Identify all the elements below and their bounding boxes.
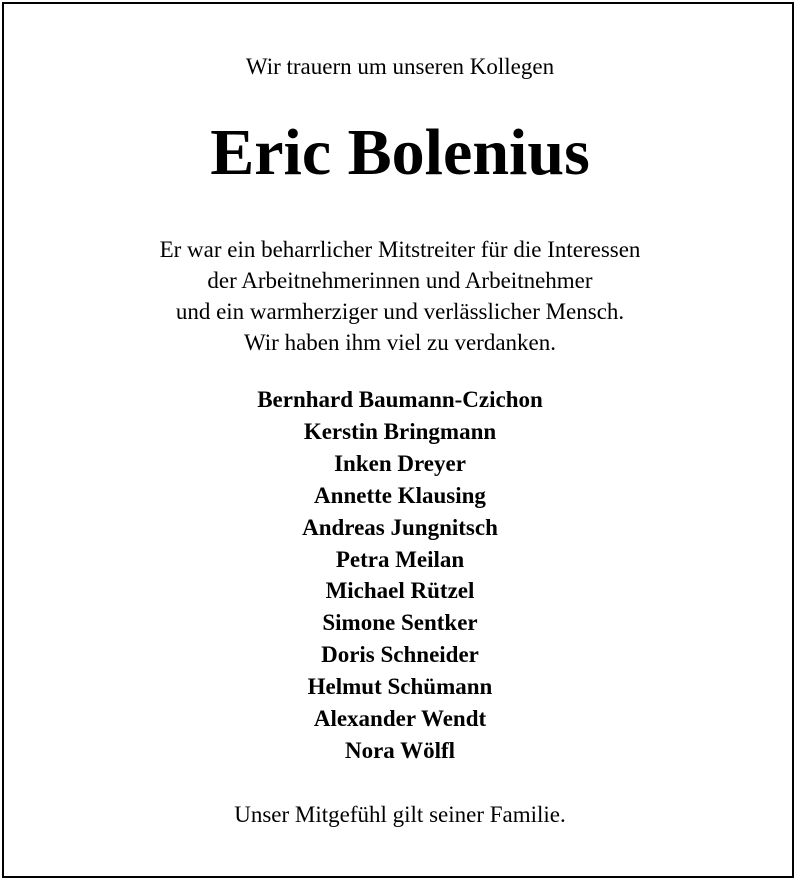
intro-line: Wir trauern um unseren Kollegen bbox=[245, 54, 555, 79]
tribute-line: und ein warmherziger und verlässlicher Mensch. bbox=[175, 299, 625, 324]
deceased-name: Eric Bolenius bbox=[210, 116, 590, 189]
signer-name: Andreas Jungnitsch bbox=[302, 514, 498, 540]
closing-line: Unser Mitgefühl gilt seiner Familie. bbox=[234, 802, 566, 827]
signer-name: Alexander Wendt bbox=[313, 706, 487, 732]
signer-name: Inken Dreyer bbox=[334, 450, 466, 476]
tribute-text bbox=[0, 234, 800, 358]
signer-name: Nora Wölfl bbox=[344, 737, 456, 763]
signer-name: Doris Schneider bbox=[321, 642, 479, 668]
signer-name: Annette Klausing bbox=[314, 482, 486, 508]
signers-list bbox=[0, 384, 800, 767]
signer-name: Helmut Schümann bbox=[307, 674, 493, 700]
signer-name: Michael Rützel bbox=[325, 578, 475, 604]
signer-name: Kerstin Bringmann bbox=[303, 418, 497, 444]
signer-name: Petra Meilan bbox=[335, 546, 465, 572]
tribute-line: Er war ein beharrlicher Mitstreiter für die Interessen bbox=[159, 237, 641, 262]
signer-name: Simone Sentker bbox=[322, 610, 478, 636]
tribute-line: der Arbeitnehmerinnen und Arbeitnehmer bbox=[207, 268, 593, 293]
signer-name: Bernhard Baumann-Czichon bbox=[257, 387, 543, 412]
tribute-line: Wir haben ihm viel zu verdanken. bbox=[243, 330, 557, 355]
